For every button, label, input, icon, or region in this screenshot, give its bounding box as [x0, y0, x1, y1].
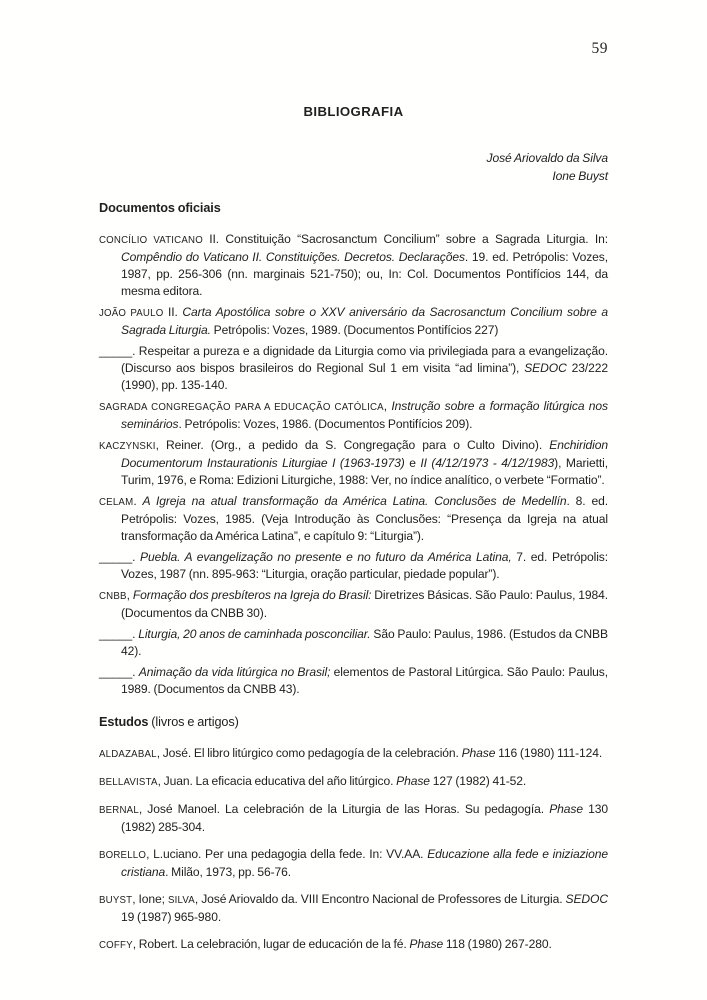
entry-text: _____.	[99, 550, 141, 564]
work-title-italic: Phase	[549, 802, 583, 816]
bib-entry	[99, 664, 608, 698]
entry-text: e	[404, 456, 421, 470]
bib-entry	[99, 745, 608, 763]
section-heading-estudos	[99, 714, 608, 731]
entry-text: São Paulo: Paulus, 1986. (Estudos da CNBB 42).	[121, 627, 608, 658]
author-name: JOÃO PAULO	[99, 308, 164, 319]
bib-entry	[99, 343, 608, 394]
entry-text: ,	[383, 399, 392, 413]
bib-entry	[99, 773, 608, 791]
entry-text: , L.uciano. Per una pedagogia della fede. In: VV.AA.	[146, 847, 428, 861]
entry-text: 118 (1980) 267-280.	[443, 937, 552, 951]
work-title-italic: A Igreja na atual transformação da América Latina. Conclusões de Medellín	[142, 494, 567, 508]
work-title-italic: Phase	[461, 746, 496, 760]
author-name: CELAM	[99, 497, 134, 508]
work-title-italic: Compêndio do Vaticano II. Constituições. Decretos. Declarações	[121, 250, 465, 264]
bib-entry	[99, 304, 608, 339]
bib-entry	[99, 231, 608, 300]
entry-text: Diretrizes Básicas. São Paulo: Paulus, 1984. (Documentos da CNBB 30).	[121, 588, 608, 620]
work-title-italic: SEDOC	[524, 361, 567, 375]
entry-text: , Reiner. (Org., a pedido da S. Congregação para o Culto Divino).	[155, 438, 550, 452]
authors-block	[99, 150, 608, 185]
author-name: KACZYNSKI	[99, 441, 156, 452]
entry-text: . 19. ed. Petrópolis: Vozes, 1987, pp. 256-306 (nn. marginais 521-750); ou, In: Col. Documentos Pontifícios 144, da mesma editora.	[121, 250, 608, 298]
entry-text: elementos de Pastoral Litúrgica. São Paulo: Paulus, 1989. (Documentos da CNBB 43).	[121, 665, 609, 696]
entry-text: , José Ariovaldo da. VIII Encontro Nacional de Professores de Liturgia.	[194, 892, 566, 906]
entry-text: .	[133, 494, 143, 508]
entry-text: 116 (1980) 111-124.	[495, 746, 603, 760]
author-name: BUYST	[99, 895, 133, 906]
entry-text: . Milão, 1973, pp. 56-76.	[165, 865, 292, 879]
page-number: 59	[591, 40, 608, 57]
entry-text: . 8. ed. Petrópolis: Vozes, 1985. (Veja Introdução às Conclusões: “Presença da Igreja na atual transformação da América Latina”, e capítulo 9: “Liturgia”).	[121, 494, 608, 543]
entry-text: 130 (1982) 285-304.	[121, 802, 609, 834]
work-title-italic: Animação da vida litúrgica no Brasil;	[138, 665, 331, 679]
bibliography-list-documentos	[99, 231, 608, 698]
bib-entry	[99, 626, 608, 660]
entry-text: , Ione;	[132, 892, 168, 906]
bib-entry	[99, 891, 608, 926]
entry-text: _____.	[99, 665, 139, 679]
entry-text: , José. El libro litúrgico como pedagogía de la celebración.	[156, 746, 462, 760]
work-title-italic: Educazione alla fede e iniziazione cristiana	[121, 847, 608, 879]
entry-text: , Juan. La eficacia educativa del año litúrgico.	[157, 774, 397, 788]
author-name: BELLAVISTA	[99, 777, 158, 788]
entry-text: _____.	[99, 627, 139, 641]
entry-text: _____. Respeitar a pureza e a dignidade da Liturgia como via privilegiada para a evangelização. (Discurso aos bispos brasileiros do Regional Sul 1 em visita “ad limina”),	[99, 344, 608, 375]
entry-text: 127 (1982) 41-52.	[429, 774, 527, 788]
entry-text: 23/222 (1990), pp. 135-140.	[121, 361, 608, 392]
work-title-italic: Phase	[409, 937, 444, 951]
entry-text: 7. ed. Petrópolis: Vozes, 1987 (nn. 895-963: “Liturgia, oração particular, piedade popular”).	[121, 550, 608, 581]
bib-entry	[99, 801, 608, 836]
work-title-italic: Formação dos presbíteros na Igreja do Brasil:	[132, 588, 372, 602]
bib-entry	[99, 587, 608, 622]
author-name: SILVA	[167, 895, 195, 906]
bib-entry	[99, 398, 608, 433]
author-line: Ione Buyst	[552, 168, 608, 183]
section-heading-bold: Estudos	[99, 715, 149, 729]
entry-text: Petrópolis: Vozes, 1989. (Documentos Pontifícios 227)	[210, 323, 499, 337]
section-heading-regular: (livros e artigos)	[148, 715, 239, 729]
bib-entry	[99, 437, 608, 489]
work-title-italic: Carta Apostólica sobre o XXV aniversário da Sacrosanctum Concilium sobre a Sagrada Liturgia.	[121, 305, 608, 337]
work-title-italic: SEDOC	[565, 892, 608, 906]
work-title-italic: Puebla. A evangelização no presente e no futuro da América Latina,	[140, 550, 512, 564]
entry-text: , Robert. La celebración, lugar de educación de la fé.	[132, 937, 410, 951]
page-title: BIBLIOGRAFIA	[303, 104, 404, 119]
work-title-italic: II (4/12/1973 - 4/12/1983	[420, 456, 555, 470]
entry-text: 19 (1987) 965-980.	[121, 910, 222, 924]
author-name: BERNAL	[99, 805, 139, 816]
work-title-italic: Instrução sobre a formação litúrgica nos seminários	[121, 399, 608, 431]
author-name: BORELLO	[99, 850, 147, 861]
bibliography-list-estudos	[99, 745, 608, 954]
work-title-italic: Liturgia, 20 anos de caminhada posconciliar.	[138, 627, 371, 641]
bib-entry	[99, 936, 608, 954]
bib-entry	[99, 493, 608, 545]
author-name: CNBB	[99, 591, 127, 602]
page-content	[99, 0, 608, 964]
bib-entry	[99, 549, 608, 583]
entry-text: II.	[163, 305, 183, 319]
author-line: José Ariovaldo da Silva	[486, 151, 608, 165]
entry-text: II. Constituição “Sacrosanctum Concilium” sobre a Sagrada Liturgia. In:	[202, 232, 608, 246]
entry-text: ,	[126, 588, 133, 602]
author-name: SAGRADA CONGREGAÇÃO PARA A EDUCAÇÃO CATÓLICA	[99, 402, 384, 413]
author-name: CONCÍLIO VATICANO	[99, 235, 203, 246]
author-name: COFFY	[99, 940, 133, 951]
bib-entry	[99, 846, 608, 881]
work-title-italic: Phase	[396, 774, 430, 788]
section-heading-bold: Documentos oficiais	[99, 201, 221, 215]
author-name: ALDAZABAL	[99, 749, 157, 760]
work-title-italic: Enchiridion Documentorum Instaurationis Liturgiae I (1963-1973)	[121, 438, 608, 470]
entry-text: ), Marietti, Turim, 1976, e Roma: Edizioni Liturgiche, 1988: Ver, no índice analítico, o verbete “Formatio”.	[121, 456, 608, 487]
entry-text: , José Manoel. La celebración de la Liturgia de las Horas. Su pedagogía.	[138, 802, 550, 816]
entry-text: . Petrópolis: Vozes, 1986. (Documentos Pontifícios 209).	[178, 417, 473, 431]
section-heading-documentos	[99, 200, 608, 217]
